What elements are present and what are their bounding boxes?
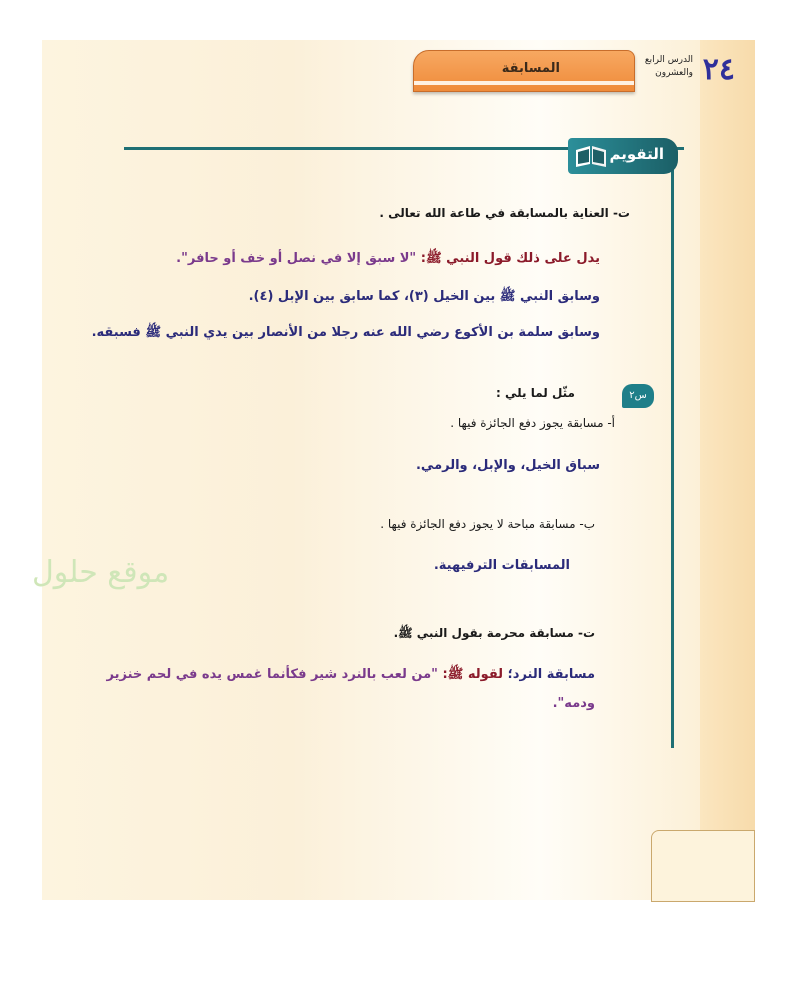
section-vertical-rule: [671, 150, 674, 748]
answer-line-2: وسابق النبي ﷺ بين الخيل (٣)، كما سابق بين الإبل (٤).: [248, 289, 600, 304]
watermark: موقع حلول: [32, 555, 170, 590]
answer-line-1-intro: يدل على ذلك قول النبي ﷺ:: [416, 251, 600, 266]
book-page: [32, 40, 755, 900]
answer-line-3: [92, 324, 600, 343]
question-c: ت- مسابقة محرمة بقول النبي ﷺ.: [393, 626, 595, 640]
lesson-tab-title: المسابقة: [501, 61, 560, 76]
exercise-prompt: مثّل لما يلي :: [496, 386, 575, 400]
book-icon: [574, 144, 608, 168]
page-edge-strip: [700, 40, 755, 900]
answer-a: سباق الخيل، والإبل، والرمي.: [415, 458, 600, 473]
lesson-tab: [413, 50, 635, 92]
section-title: التقويم: [609, 145, 664, 163]
question-b: ب- مسابقة مباحة لا يجوز دفع الجائزة فيها .: [380, 517, 595, 531]
answer-line-1-hadith: "لا سبق إلا في نصل أو خف أو حافر".: [176, 251, 417, 266]
answer-line-1: [176, 250, 600, 269]
answer-line-3-text: وسابق سلمة بن الأكوع رضي الله عنه رجلا من الأنصار بين يدي النبي ﷺ: [140, 325, 600, 340]
question-a: أ- مسابقة يجوز دفع الجائزة فيها .: [450, 416, 615, 430]
evaluation-header: [568, 138, 678, 174]
answer-c-topic: مسابقة النرد؛: [503, 667, 595, 682]
answer-c-line-2: ودمه".: [552, 696, 595, 711]
answer-b: المسابقات الترفيهية.: [433, 558, 570, 573]
page-corner-box: [651, 830, 755, 902]
answer-line-3-end: فسبقه.: [91, 325, 141, 340]
question-t: ت- العناية بالمسابقة في طاعة الله تعالى .: [379, 206, 630, 220]
lesson-number: ٢٤: [702, 52, 735, 87]
answer-c-line-1: [107, 666, 595, 685]
answer-c-hadith: "من لعب بالنرد شير فكأنما غمس يده في لحم خنزير: [106, 667, 438, 682]
question-badge: س٢: [622, 384, 654, 408]
answer-c-intro: لقوله ﷺ:: [437, 667, 504, 682]
lesson-title: الدرس الرابع والعشرون: [644, 55, 693, 78]
